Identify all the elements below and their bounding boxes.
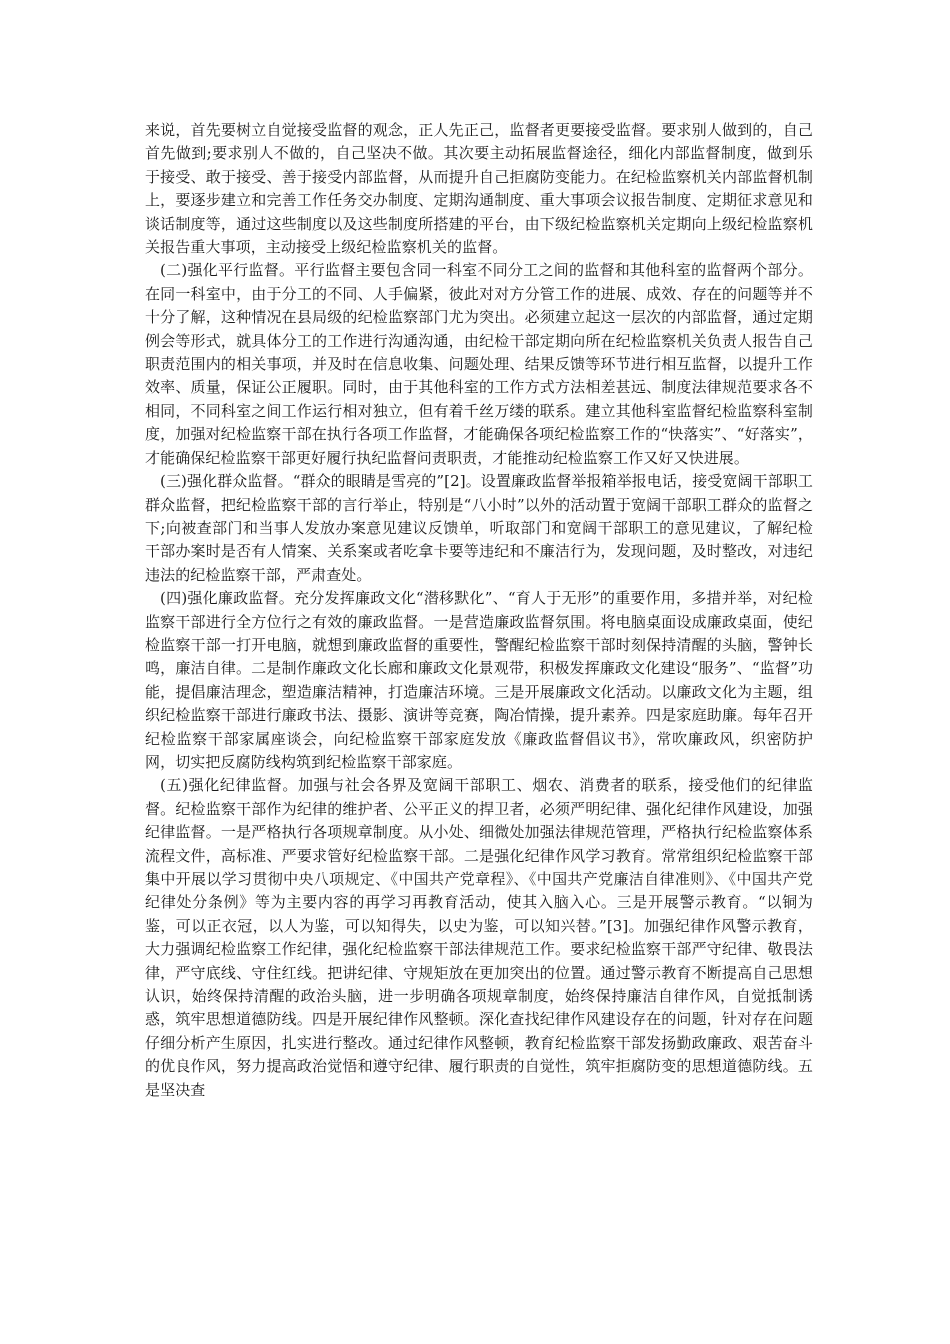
paragraph-continuation: 来说，首先要树立自觉接受监督的观念，正人先正己，监督者更要接受监督。要求别人做到的，自己首先做到;要求别人不做的，自己坚决不做。其次要主动拓展监督途径，细化内部监督制度，做到乐于接受、敢于接受、善于接受内部监督，从而提升自己拒腐防变能力。在纪检监察机关内部监督机制上，要逐步建立和完善工作任务交办制度、定期沟通制度、重大事项会议报告制度、定期征求意见和谈话制度等，通过这些制度以及这些制度所搭建的平台，由下级纪检监察机关定期向上级纪检监察机关报告重大事项，主动接受上级纪检监察机关的监督。 xyxy=(145,121,813,257)
paragraph-discipline-supervision: (五)强化纪律监督。加强与社会各界及宽阔干部职工、烟农、消费者的联系，接受他们的纪律监督。纪检监察干部作为纪律的维护者、公平正义的捍卫者，必须严明纪律、强化纪律作风建设，加强纪律监督。一是严格执行各项规章制度。从小处、细微处加强法律规范管理，严格执行纪检监察体系流程文件，高标准、严要求管好纪检监察干部。二是强化纪律作风学习教育。常常组织纪检监察干部集中开展以学习贯彻中央八项规定、《中国共产党章程》、《中国共产党廉洁自律准则》、《中国共产党纪律处分条例》等为主要内容的再学习再教育活动，使其入脑入心。三是开展警示教育。“以铜为鉴，可以正衣冠，以人为鉴，可以知得失，以史为鉴，可以知兴替。”[3]。加强纪律作风警示教育，大力强调纪检监察工作纪律，强化纪检监察干部法律规范工作。要求纪检监察干部严守纪律、敬畏法律，严守底线、守住红线。把讲纪律、守规矩放在更加突出的位置。通过警示教育不断提高自己思想认识，始终保持清醒的政治头脑，进一步明确各项规章制度，始终保持廉洁自律作风，自觉抵制诱惑，筑牢思想道德防线。四是开展纪律作风整顿。深化查找纪律作风建设存在的问题，针对存在问题仔细分析产生原因，扎实进行整改。通过纪律作风整顿，教育纪检监察干部发扬勤政廉政、艰苦奋斗的优良作风，努力提高政治觉悟和遵守纪律、履行职责的自觉性，筑牢拒腐防变的思想道德防线。五是坚决查 xyxy=(145,776,813,1099)
document-body xyxy=(145,119,813,1102)
paragraph-mass-supervision: (三)强化群众监督。“群众的眼睛是雪亮的”[2]。设置廉政监督举报箱举报电话，接受宽阔干部职工群众监督，把纪检监察干部的言行举止，特别是“八小时”以外的活动置于宽阔干部职工群众的监督之下;向被查部门和当事人发放办案意见建议反馈单，听取部门和宽阔干部职工的意见建议，了解纪检干部办案时是否有人情案、关系案或者吃拿卡要等违纪和不廉洁行为，发现问题，及时整改，对违纪违法的纪检监察干部，严肃查处。 xyxy=(145,472,813,584)
paragraph-integrity-supervision: (四)强化廉政监督。充分发挥廉政文化“潜移默化”、“育人于无形”的重要作用，多措并举，对纪检监察干部进行全方位行之有效的廉政监督。一是营造廉政监督氛围。将电脑桌面设成廉政桌面，使纪检监察干部一打开电脑，就想到廉政监督的重要性，警醒纪检监察干部时刻保持清醒的头脑，警钟长鸣，廉洁自律。二是制作廉政文化长廊和廉政文化景观带，积极发挥廉政文化建设“服务”、“监督”功能，提倡廉洁理念，塑造廉洁精神，打造廉洁环境。三是开展廉政文化活动。以廉政文化为主题，组织纪检监察干部进行廉政书法、摄影、演讲等竞赛，陶冶情操，提升素养。四是家庭助廉。每年召开纪检监察干部家属座谈会，向纪检监察干部家庭发放《廉政监督倡议书》，常吹廉政风，织密防护网，切实把反腐防线构筑到纪检监察干部家庭。 xyxy=(145,589,813,771)
paragraph-parallel-supervision: (二)强化平行监督。平行监督主要包含同一科室不同分工之间的监督和其他科室的监督两个部分。在同一科室中，由于分工的不同、人手偏紧，彼此对对方分管工作的进展、成效、存在的问题等并不十分了解，这种情况在县局级的纪检监察部门尤为突出。必须建立起这一层次的内部监督，通过定期例会等形式，就具体分工的工作进行沟通沟通，由纪检干部定期向所在纪检监察机关负责人报告自己职责范围内的相关事项，并及时在信息收集、问题处理、结果反馈等环节进行相互监督，以提升工作效率、质量，保证公正履职。同时，由于其他科室的工作方式方法相差甚远、制度法律规范要求各不相同，不同科室之间工作运行相对独立，但有着千丝万缕的联系。建立其他科室监督纪检监察科室制度，加强对纪检监察干部在执行各项工作监督，才能确保各项纪检监察工作的“快落实”、“好落实”，才能确保纪检监察干部更好履行执纪监督问责职责，才能推动纪检监察工作又好又快进展。 xyxy=(145,261,813,467)
